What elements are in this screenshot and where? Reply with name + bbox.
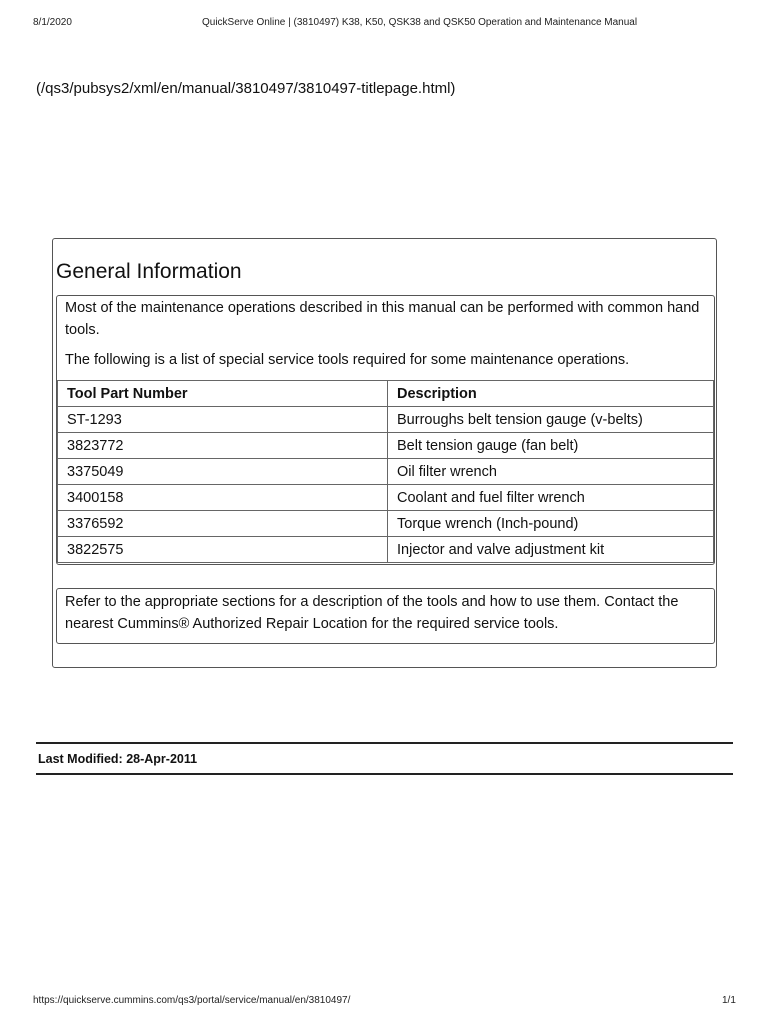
column-header-part-number: Tool Part Number — [58, 381, 388, 407]
note-paragraph: Refer to the appropriate sections for a description of the tools and how to use them. Contact the nearest Cummins® Authorized Repair Location for the required service tools. — [65, 594, 679, 632]
print-date: 8/1/2020 — [33, 17, 72, 28]
table-row — [58, 433, 714, 459]
list-intro-paragraph: The following is a list of special service tools required for some maintenance operations. — [65, 352, 630, 368]
description-cell: Oil filter wrench — [388, 459, 714, 485]
section-title: General Information — [56, 260, 242, 283]
general-information-section — [52, 238, 717, 668]
table-row — [58, 485, 714, 511]
table-header-row — [58, 381, 714, 407]
tools-info-box — [56, 295, 715, 565]
footer-url: https://quickserve.cummins.com/qs3/portal/service/manual/en/3810497/ — [33, 995, 351, 1006]
part-number-cell: 3822575 — [58, 537, 388, 563]
title-page-link[interactable]: (/qs3/pubsys2/xml/en/manual/3810497/3810497-titlepage.html) — [36, 80, 456, 97]
description-cell: Injector and valve adjustment kit — [388, 537, 714, 563]
part-number-cell: 3375049 — [58, 459, 388, 485]
service-tools-table — [57, 380, 714, 563]
table-row — [58, 407, 714, 433]
divider-top — [36, 742, 733, 744]
last-modified: Last Modified: 28-Apr-2011 — [38, 752, 198, 766]
part-number-cell: 3376592 — [58, 511, 388, 537]
part-number-cell: 3400158 — [58, 485, 388, 511]
divider-bottom — [36, 773, 733, 775]
table-row — [58, 537, 714, 563]
page-number: 1/1 — [722, 995, 736, 1006]
description-cell: Burroughs belt tension gauge (v-belts) — [388, 407, 714, 433]
table-row — [58, 511, 714, 537]
intro-paragraph: Most of the maintenance operations described in this manual can be performed with common hand tools. — [65, 300, 700, 338]
description-cell: Belt tension gauge (fan belt) — [388, 433, 714, 459]
description-cell: Torque wrench (Inch-pound) — [388, 511, 714, 537]
note-box — [56, 588, 715, 644]
column-header-description: Description — [388, 381, 714, 407]
description-cell: Coolant and fuel filter wrench — [388, 485, 714, 511]
table-row — [58, 459, 714, 485]
print-page-title: QuickServe Online | (3810497) K38, K50, QSK38 and QSK50 Operation and Maintenance Manual — [202, 17, 638, 28]
part-number-cell: 3823772 — [58, 433, 388, 459]
part-number-cell: ST-1293 — [58, 407, 388, 433]
